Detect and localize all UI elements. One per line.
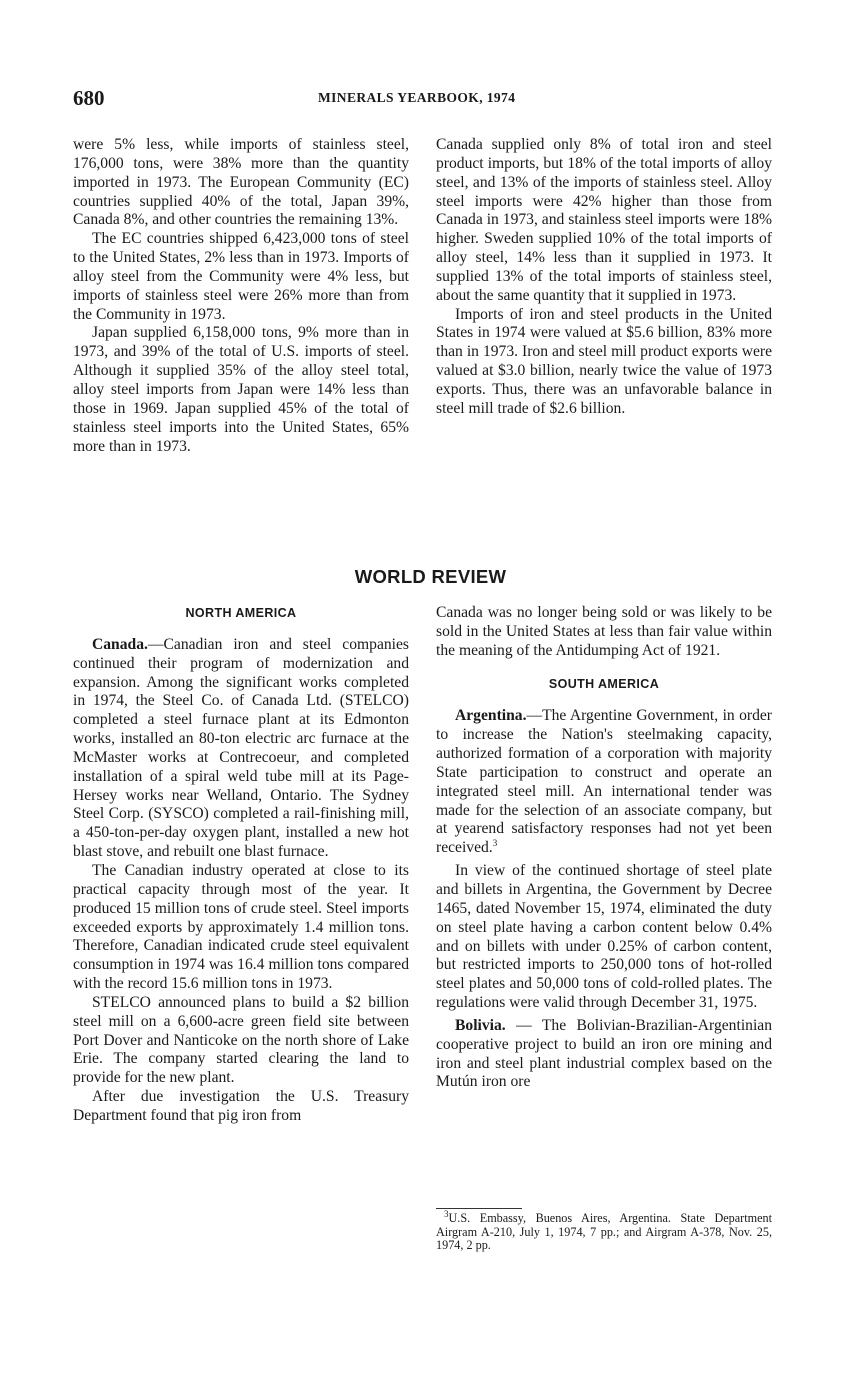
paragraph: Imports of iron and steel products in the United States in 1974 were valued at $5.6 billion, 83% more than in 1973. Iron and steel mill product exports were valued at $3.0 billion, nearly twice the value of 1973 exports. Thus, there was an unfavorable balance in steel mill trade of $2.6 billion. <box>436 305 772 417</box>
footnote-reference: 3 <box>492 838 498 849</box>
paragraph: were 5% less, while imports of stainless steel, 176,000 tons, were 38% more than the quantity imported in 1973. The European Community (EC) countries supplied 40% of the total, Japan 39%, Canada 8%, and other countries the remaining 13%. <box>73 136 409 229</box>
paragraph-bolivia <box>436 1017 772 1092</box>
page-number: 680 <box>73 86 105 110</box>
top-left-column <box>73 136 409 456</box>
footnote-marker: 3 <box>444 1208 449 1219</box>
paragraph: Japan supplied 6,158,000 tons, 9% more than in 1973, and 39% of the total of U.S. imports of steel. Although it supplied 35% of the alloy steel total, alloy steel imports from Japan were 14% less than those in 1969. Japan supplied 45% of the total of stainless steel imports into the United States, 65% more than in 1973. <box>73 324 409 455</box>
subheading-north-america: NORTH AMERICA <box>185 606 297 620</box>
running-title: MINERALS YEARBOOK, 1974 <box>318 90 516 105</box>
footnote-text: U.S. Embassy, Buenos Aires, Argentina. State Department Airgram A-210, July 1, 1974, 7 pp.; and Airgram A-378, Nov. 25, 1974, 2 pp. <box>436 1211 772 1253</box>
paragraph-text: —The Argentine Government, in order to increase the Nation's steelmaking capacity, authorized formation of a corporation with majority State participation to construct and operate an integrated steel mill. An international tender was made for the selection of an associate company, but at yearend satisfactory responses had not yet been received. <box>436 707 772 857</box>
bottom-left-column <box>73 604 409 1126</box>
top-right-column <box>436 136 772 419</box>
paragraph: STELCO announced plans to build a $2 billion steel mill on a 6,600-acre green field site between Port Dover and Nanticoke on the north shore of Lake Erie. The company started clearing the land to provide for the new plant. <box>73 993 409 1087</box>
country-label-bolivia: Bolivia. <box>455 1016 506 1034</box>
paragraph: The EC countries shipped 6,423,000 tons of steel to the United States, 2% less than in 1973. Imports of alloy steel from the Community were 4% less, but imports of stainless steel were 26% more than from the Community in 1973. <box>73 230 409 323</box>
paragraph: In view of the continued shortage of steel plate and billets in Argentina, the Government by Decree 1465, dated November 15, 1974, eliminated the duty on steel plate having a carbon content below 0.4% and on billets with under 0.25% of carbon content, but restricted imports to 250,000 tons of hot-rolled steel plates and 50,000 tons of cold-rolled plates. The regulations were valid through December 31, 1975. <box>436 862 772 1012</box>
paragraph-text: — The Bolivian-Brazilian-Argentinian cooperative project to build an iron ore mining and iron and steel plant industrial complex based on the Mutún iron ore <box>436 1016 772 1091</box>
footnote <box>436 1208 772 1253</box>
paragraph-text: —Canadian iron and steel companies continued their program of modernization and expansion. Among the significant works completed in 1974, the Steel Co. of Canada Ltd. (STELCO) completed a steel furnace plant at its Edmonton works, installed an 80-ton electric arc furnace at the McMaster works at Contrecoeur, and completed installation of a spiral weld tube mill at its Page-Hersey works near Welland, Ontario. The Sydney Steel Corp. (SYSCO) completed a rail-finishing mill, a 450-ton-per-day oxygen plant, installed a new hot blast stove, and rebuilt one blast furnace. <box>73 635 409 861</box>
paragraph-continued: Canada was no longer being sold or was likely to be sold in the United States at less than fair value within the meaning of the Antidumping Act of 1921. <box>436 604 772 659</box>
paragraph: After due investigation the U.S. Treasury Department found that pig iron from <box>73 1088 409 1124</box>
section-title-world-review: WORLD REVIEW <box>354 566 507 587</box>
bottom-right-column <box>436 604 772 1092</box>
country-label-canada: Canada. <box>92 635 148 653</box>
paragraph: The Canadian industry operated at close to its practical capacity through most of the year. It produced 15 million tons of crude steel. Steel imports exceeded exports by approximately 1.4 million tons. Therefore, Canadian indicated crude steel equivalent consumption in 1974 was 16.4 million tons compared with the record 15.6 million tons in 1973. <box>73 861 409 993</box>
paragraph-canada <box>73 636 409 862</box>
paragraph-argentina <box>436 707 772 858</box>
paragraph: Canada supplied only 8% of total iron and steel product imports, but 18% of the total imports of alloy steel, and 13% of the imports of stainless steel. Alloy steel imports were 42% higher than those from Canada in 1973, and stainless steel imports were 18% higher. Sweden supplied 10% of the total imports of alloy steel, 14% less than it supplied in 1973. It supplied 13% of the total imports of stainless steel, about the same quantity that it supplied in 1973. <box>436 136 772 304</box>
country-label-argentina: Argentina. <box>455 707 527 725</box>
subheading-south-america: SOUTH AMERICA <box>548 676 660 691</box>
